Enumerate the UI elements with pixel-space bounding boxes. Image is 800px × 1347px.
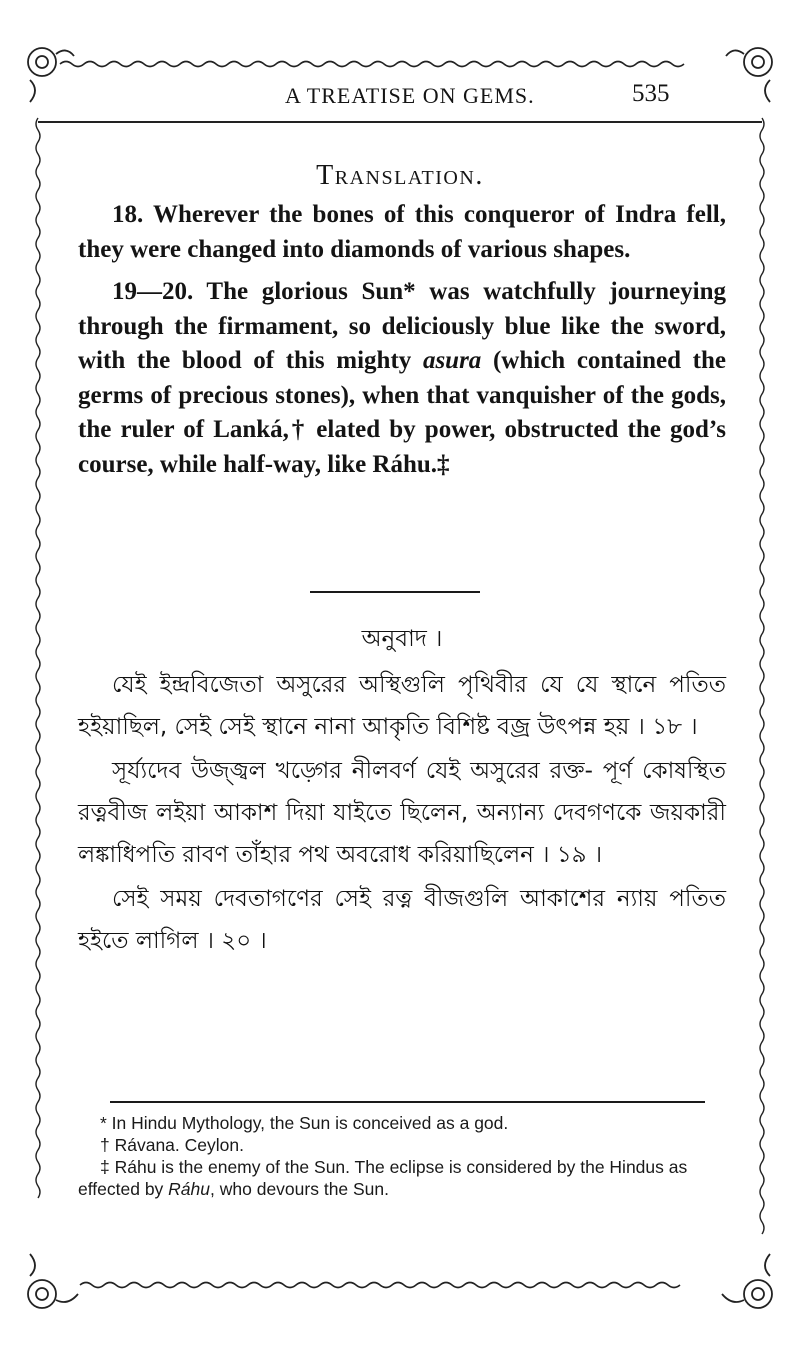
bengali-paragraph-18: যেই ইন্দ্রবিজেতা অসুরের অস্থিগুলি পৃথিবীর যে যে স্থানে পতিত হইয়াছিল, সেই সেই স্থানে নানা আকৃতি বিশিষ্ট বজ্র উৎপন্ন হয় । ১৮ । [78,672,726,740]
footnotes [78,1112,728,1200]
bengali-title: অনুবাদ । [361,626,443,652]
footnote-rahu-start: ‡ Ráhu is the enemy of the Sun. The eclipse is considered by the Hindus as effected by [78,1157,688,1199]
translation-paragraph-18: 18. Wherever the bones of this conqueror of Indra fell, they were changed into diamonds of various shapes. [78,201,726,263]
bengali-paragraph-20: সেই সময় দেবতাগণের সেই রত্ন বীজগুলি আকাশের ন্যায় পতিত হইতে লাগিল । ২০ । [78,886,726,954]
page-number: 535 [632,80,670,107]
translation-text-start: 19—20. The glorious Sun* was watchfully journeying through the firmament, so deliciously blue like the sword, with the blood of this mighty [78,278,726,374]
footnote-sun: * In Hindu Mythology, the Sun is conceived as a god. [100,1113,509,1133]
footnote-rahu [78,1156,728,1200]
asura-term: asura [422,347,482,374]
section-heading: Translation. [316,160,484,191]
section-divider [310,591,480,593]
footnote-divider [110,1101,705,1103]
footnote-rahu-end: , who devours the Sun. [210,1179,390,1199]
translation-paragraph-19-20 [78,275,726,482]
footnote-lanka: † Rávana. Ceylon. [100,1135,244,1155]
rahu-term: Ráhu [168,1179,211,1199]
translation-text-end: (which contained the germs of precious stones), when that vanquisher of the gods, the ruler of Lanká,† elated by power, obstructed the god’s course, while half-way, like Ráhu.‡ [78,347,726,478]
bengali-text [78,618,726,964]
translation-text [78,198,726,490]
running-header-title: A TREATISE ON GEMS. [285,83,535,108]
bengali-paragraph-19: সূর্য্যদেব উজ্জ্বল খড়্গের নীলবর্ণ যেই অসুরের রক্ত- পূর্ণ কোষস্থিত রত্নবীজ লইয়া আকাশ দিয়া যাইতে ছিলেন, অন্যান্য দেবগণকে জয়কারী লঙ্কাধিপতি রাবণ তাঁহার পথ অবরোধ করিয়াছিলেন । ১৯ । [78,758,726,868]
